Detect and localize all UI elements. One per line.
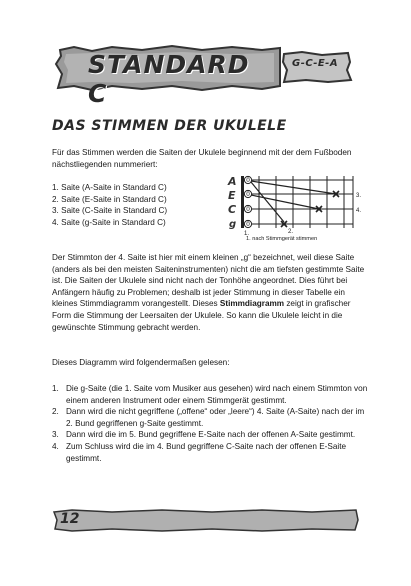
list-item: 2. Saite (E-Saite in Standard C) bbox=[52, 194, 167, 204]
step-text: Dann wird die im 5. Bund gegriffene E-Saite nach der offenen A-Saite gestimmt. bbox=[66, 430, 356, 440]
string-label-g: g bbox=[229, 219, 237, 230]
open-marker-c: 0 bbox=[246, 206, 250, 214]
step-label: 2. bbox=[288, 229, 294, 235]
arrow-line bbox=[251, 195, 319, 209]
diagram-caption: 1. nach Stimmgerät stimmen bbox=[246, 236, 318, 242]
open-marker-a: 0 bbox=[246, 177, 250, 185]
body-bold-term: Stimmdiagramm bbox=[219, 299, 285, 309]
arrow-line bbox=[251, 182, 284, 222]
step-number: 2. bbox=[52, 407, 59, 417]
string-list bbox=[52, 182, 222, 228]
step-label: 4. bbox=[356, 208, 362, 214]
string-label-e: E bbox=[228, 189, 236, 202]
step-number: 1. bbox=[52, 384, 59, 393]
step-text: Dann wird die nicht gegriffene („offene“ oder „leere“) 4. Saite (A-Saite) nach der im 2. Bund gegriffenen g-Saite gestimmt. bbox=[66, 407, 365, 428]
list-item bbox=[52, 406, 370, 429]
footer-background bbox=[52, 508, 360, 532]
list-item bbox=[52, 441, 370, 464]
list-item bbox=[52, 383, 370, 406]
body-text: Der Stimmton der 4. Saite ist hier mit einem kleinen „g“ bezeichnet, weil diese Saite (anders als bei den meisten Saiteninstrumenten) nicht die am tiefsten gestimmte Saite ist. Die Saiten der Ukulele sind nicht nach der Tonhöhe angeordnet. Dies führt bei Anfängern häufig zu Problemen; deshalb ist jeder Stimmung in dieser Tabelle ein kleines Stimmdiagramm vorangestellt. Dieses bbox=[52, 253, 365, 309]
list-item: 4. Saite (g-Saite in Standard C) bbox=[52, 217, 166, 227]
tuning-diagram bbox=[226, 172, 366, 238]
lead-paragraph: Dieses Diagramm wird folgendermaßen gelesen: bbox=[52, 358, 230, 367]
list-item: 1. Saite (A-Saite in Standard C) bbox=[52, 183, 167, 192]
step-label: 1. bbox=[244, 231, 250, 237]
body-paragraph bbox=[52, 252, 370, 333]
body-text: zeigt in grafischer Form die Stimmung der Leersaiten der Ukulele. So kann die Ukulele leicht in die gewünschte Stimmung gebracht werden. bbox=[52, 299, 351, 332]
string-label-a: A bbox=[228, 175, 237, 188]
page-title: STANDARD C bbox=[88, 50, 250, 108]
step-text: Zum Schluss wird die im 4. Bund gegriffene C-Saite nach der offenen E-Saite gestimmt. bbox=[66, 441, 347, 463]
step-number: 4. bbox=[52, 441, 59, 451]
string-label-c: C bbox=[228, 203, 237, 216]
footer-bar bbox=[52, 508, 360, 532]
intro-paragraph: Für das Stimmen werden die Saiten der Ukulele beginnend mit der dem Fußboden nächstliegenden nummeriert: bbox=[52, 148, 352, 169]
open-marker-e: 0 bbox=[246, 191, 250, 199]
diagram-nut bbox=[241, 176, 244, 228]
list-item bbox=[52, 429, 370, 441]
tuning-label: G-C-E-A bbox=[292, 58, 339, 69]
header-banner bbox=[52, 44, 354, 108]
page-number: 12 bbox=[60, 511, 80, 527]
section-heading: DAS STIMMEN DER UKULELE bbox=[52, 118, 287, 134]
step-text: Die g-Saite (die 1. Saite vom Musiker aus gesehen) wird nach einem Stimmton von einem anderen Instrument oder einem Stimmgerät gestimmt. bbox=[66, 384, 368, 405]
step-number: 3. bbox=[52, 430, 59, 440]
step-label: 3. bbox=[356, 193, 362, 199]
list-item: 3. Saite (C-Saite in Standard C) bbox=[52, 206, 168, 216]
open-marker-g: 0 bbox=[246, 221, 250, 229]
steps-list bbox=[52, 383, 370, 464]
